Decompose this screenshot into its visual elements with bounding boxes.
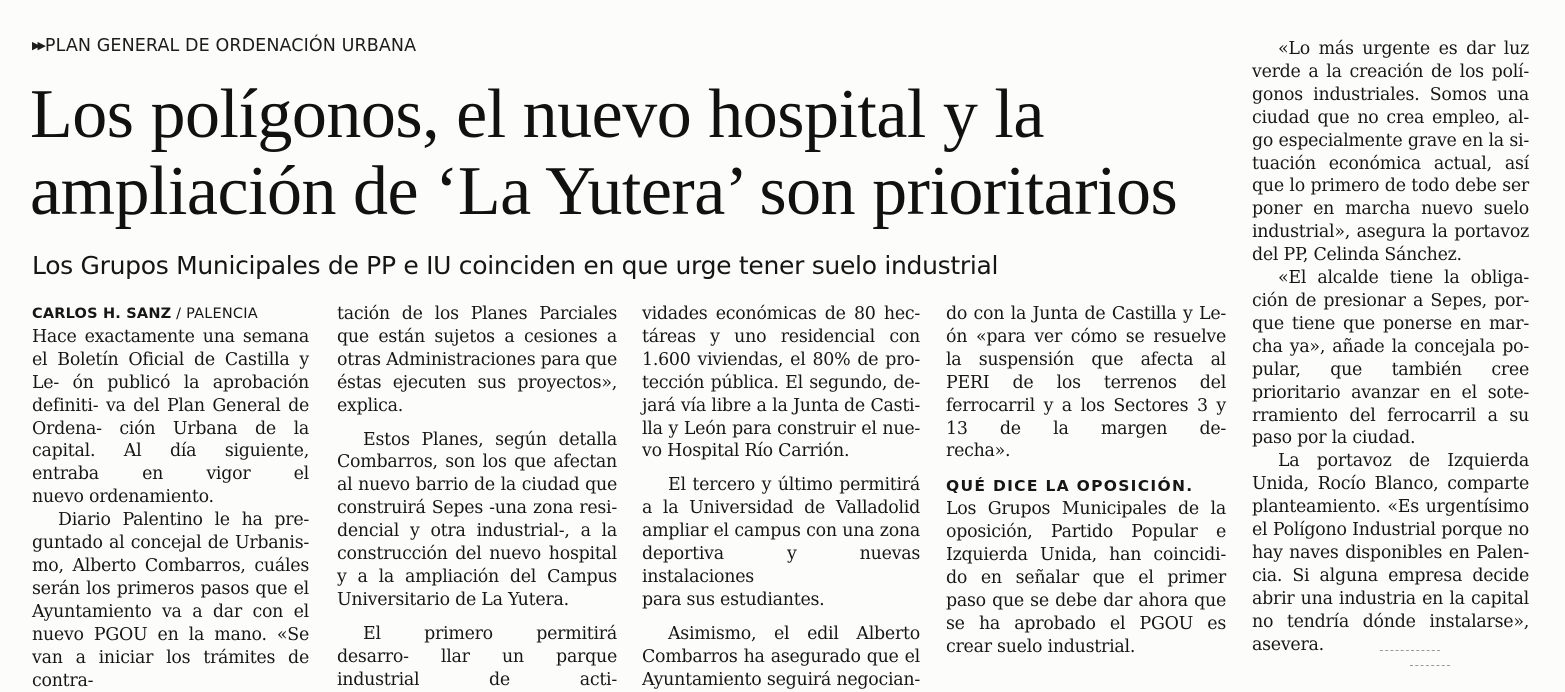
paragraph: explica.	[337, 395, 403, 416]
paragraph: del PP, Celinda Sánchez.	[1252, 245, 1462, 266]
opposition-subheading: QUÉ DICE LA OPOSICIÓN.	[946, 477, 1194, 496]
scan-artifact-dash	[1410, 665, 1450, 666]
paragraph: La portavoz de Izquierda Unida, Rocío Blanco, comparte planteamiento. «Es urgentísimo el Polígono Industrial porque no hay naves disponibles en Palen- cia. Si alguna empresa decide abrir una industria en la capital no tendría dónde instalarse»,	[1252, 451, 1529, 632]
subheadline: Los Grupos Municipales de PP e IU coinciden en que urge tener suelo industrial	[32, 251, 999, 280]
scan-artifact-dash	[1380, 650, 1440, 651]
paragraph: recha».	[946, 441, 1011, 462]
article-column-3	[642, 303, 920, 692]
paragraph: «Lo más urgente es dar luz verde a la creación de los polí- gonos industriales. Somos una ciudad que no crea empleo, al- go especialmente grave en la si- tuación económica actual, así que lo primero de todo debe ser poner en marcha nuevo suelo industrial», asegura la portavoz	[1252, 39, 1529, 243]
paragraph: Asimismo, el edil Alberto Combarros ha asegurado que el Ayuntamiento seguirá negocian-	[642, 623, 920, 690]
paragraph: Hace exactamente una semana el Boletín Oficial de Castilla y Le- ón publicó la aprobación definiti- va del Plan General de Ordena- ción Urbana de la capital. Al día siguiente, entraba en vigor el	[32, 326, 310, 485]
paragraph: do con la Junta de Castilla y Le- ón «para ver cómo se resuelve la suspensión que afecta al PERI de los terrenos del ferrocarril y a los Sectores 3 y 13 de la margen de-	[946, 304, 1227, 439]
byline	[32, 303, 309, 326]
section-label: ▶▶ PLAN GENERAL DE ORDENACIÓN URBANA	[32, 36, 417, 56]
paragraph: crear suelo industrial.	[946, 636, 1136, 657]
paragraph: vidades económicas de 80 hec- táreas y uno residencial con 1.600 viviendas, el 80% de pro- tección pública. El segundo, de- jará vía libre a la Junta de Casti- lla y León para construir el nue-	[642, 304, 920, 439]
byline-author: CARLOS H. SANZ	[32, 306, 172, 322]
paragraph: «El alcalde tiene la obliga- ción de presionar a Sepes, por- que tiene que ponerse en mar- cha ya», añade la concejala po- pular, que también cree prioritario avanzar en el sote- rramiento del ferrocarril a su	[1252, 268, 1529, 426]
paragraph: Estos Planes, según detalla Combarros, son los que afectan al nuevo barrio de la ciudad que construirá Sepes -una zona resi- dencial y otra industrial-, a la construcción del nuevo hospital y a la ampliación del Campus	[337, 429, 617, 587]
paragraph: tación de los Planes Parciales que están sujetos a cesiones a otras Administraciones para que éstas ejecuten sus proyectos»,	[337, 304, 617, 393]
paragraph: vo Hospital Río Carrión.	[642, 441, 850, 462]
article-column-5	[1252, 38, 1529, 656]
byline-separator: /	[171, 306, 187, 322]
headline-line-2: ampliación de ‘La Yutera’ son prioritarios	[30, 153, 1178, 230]
paragraph: paso por la ciudad.	[1252, 428, 1416, 449]
paragraph: Diario Palentino le ha pre- guntado al concejal de Urbanis- mo, Alberto Combarros, cuáles serán los primeros pasos que el Ayuntamiento va a dar con el nuevo PGOU en la mano. «Se van a iniciar los trámites de contra-	[32, 510, 309, 691]
paragraph: asevera.	[1252, 634, 1324, 655]
byline-place: PALENCIA	[186, 306, 258, 322]
headline-line-1: Los polígonos, el nuevo hospital y la	[30, 76, 1044, 153]
article-column-2	[337, 303, 617, 692]
triangle-bullet-icon: ▶▶	[32, 39, 43, 52]
paragraph: El primero permitirá desarro- llar un parque industrial de acti-	[337, 623, 617, 690]
headline	[30, 76, 1240, 230]
paragraph: nuevo ordenamiento.	[32, 487, 214, 508]
paragraph: Universitario de La Yutera.	[337, 589, 569, 610]
paragraph: para sus estudiantes.	[642, 589, 825, 610]
article-column-1	[32, 303, 309, 692]
paragraph: El tercero y último permitirá a la Universidad de Valladolid ampliar el campus con una zona deportiva y nuevas instalaciones	[642, 475, 920, 587]
article-column-4	[946, 303, 1226, 659]
paragraph: Los Grupos Municipales de la oposición, Partido Popular e Izquierda Unida, han coincidi- do en señalar que el primer paso que se debe dar ahora que se ha aprobado el PGOU es	[946, 499, 1226, 634]
